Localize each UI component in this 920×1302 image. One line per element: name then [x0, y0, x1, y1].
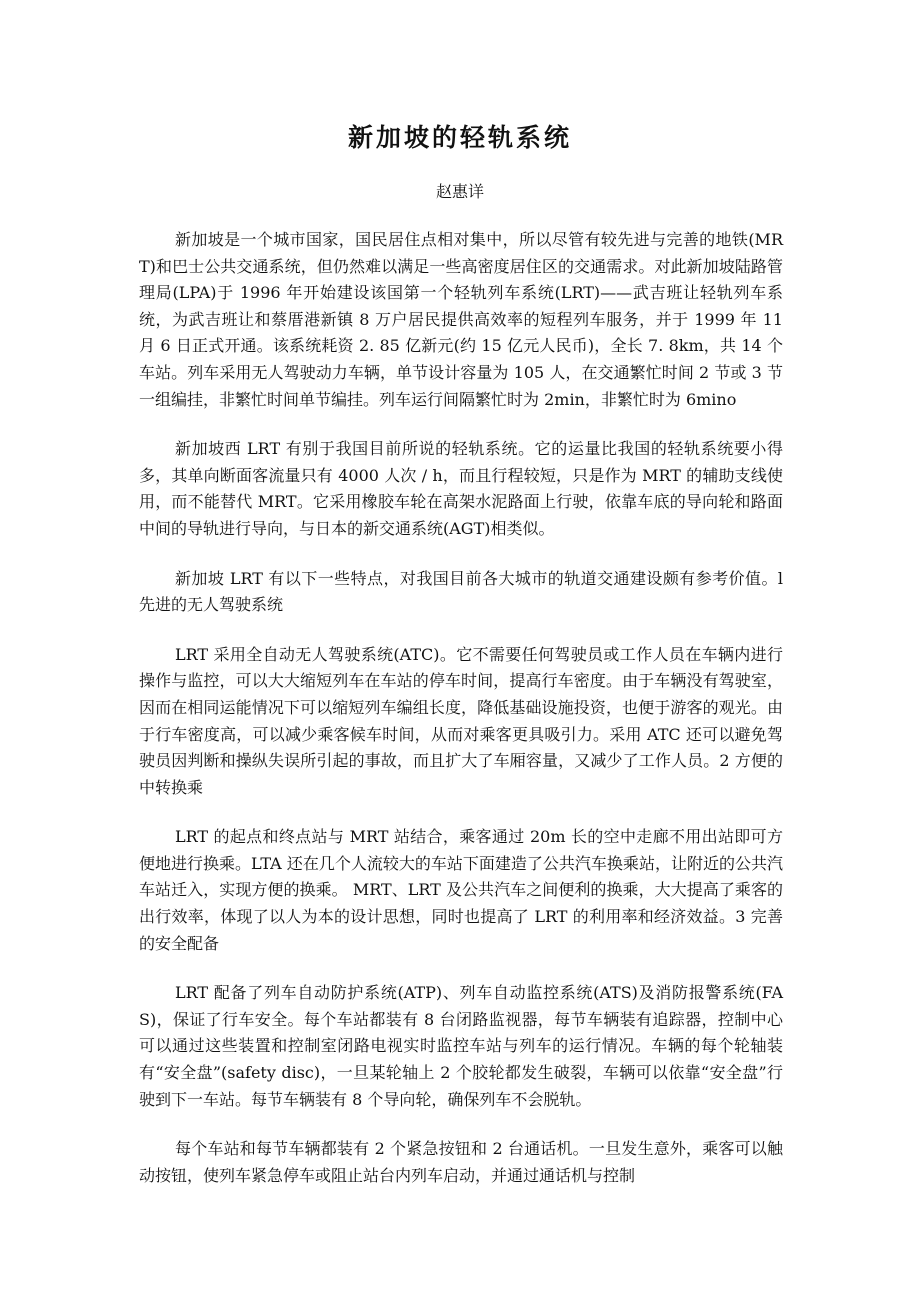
document-title: 新加坡的轻轨系统 — [347, 123, 572, 152]
paragraph-4: LRT 采用全自动无人驾驶系统(ATC)。它不需要任何驾驶员或工作人员在车辆内进行操作与监控，可以大大缩短列车在车站的停车时间，提高行车密度。由于车辆没有驾驶室，因而在相同运能情况下可以缩短列车编组长度，降低基础设施投资，也便于游客的观光。由于行车密度高，可以减少乘客候车时间，从而对乘客更具吸引力。采用 ATC 还可以避免驾驶员因判断和操纵失误所引起的事故，而且扩大了车厢容量，又减少了工作人员。2 方便的中转换乘 — [139, 644, 783, 797]
paragraph-6: LRT 配备了列车自动防护系统(ATP)、列车自动监控系统(ATS)及消防报警系统(FAS)，保证了行车安全。每个车站都装有 8 台闭路监视器，每节车辆装有追踪器，控制中心可以通过这些装置和控制室闭路电视实时监控车站与列车的运行情况。车辆的每个轮轴装有“安全盘”(safety disc)，一旦某轮轴上 2 个胶轮都发生破裂，车辆可以依靠“安全盘”行驶到下一车站。每节车辆装有 8 个导向轮，确保列车不会脱轨。 — [139, 983, 783, 1109]
document-author: 赵惠详 — [435, 182, 484, 201]
paragraph-2: 新加坡西 LRT 有别于我国目前所说的轻轨系统。它的运量比我国的轻轨系统要小得多，其单向断面客流量只有 4000 人次 / h，而且行程较短，只是作为 MRT 的辅助支线使用，而不能替代 MRT。它采用橡胶车轮在高架水泥路面上行驶，依靠车底的导向轮和路面中间的导轨进行导向，与日本的新交通系统(AGT)相类似。 — [139, 439, 783, 538]
paragraph-1: 新加坡是一个城市国家，国民居住点相对集中，所以尽管有较先进与完善的地铁(MRT)和巴士公共交通系统，但仍然难以满足一些高密度居住区的交通需求。对此新加坡陆路管理局(LPA)于 1996 年开始建设该国第一个轻轨列车系统(LRT)——武吉班让轻轨列车系统，为武吉班让和蔡厝港新镇 8 万户居民提供高效率的短程列车服务，并于 1999 年 11 月 6 日正式开通。该系统耗资 2. 85 亿新元(约 15 亿元人民币)，全长 7. 8km，共 14 个车站。列车采用无人驾驶动力车辆，单节设计容量为 105 人，在交通繁忙时间 2 节或 3 节一组编挂，非繁忙时间单节编挂。列车运行间隔繁忙时为 2min，非繁忙时为 6mino — [139, 230, 783, 409]
paragraph-5: LRT 的起点和终点站与 MRT 站结合，乘客通过 20m 长的空中走廊不用出站即可方便地进行换乘。LTA 还在几个人流较大的车站下面建造了公共汽车换乘站，让附近的公共汽车站迁入，实现方便的换乘。 MRT、LRT 及公共汽车之间便利的换乘，大大提高了乘客的出行效率，体现了以人为本的设计思想，同时也提高了 LRT 的利用率和经济效益。3 完善的安全配备 — [139, 827, 783, 953]
paragraph-7: 每个车站和每节车辆都装有 2 个紧急按钮和 2 台通话机。一旦发生意外，乘客可以触动按钮，使列车紧急停车或阻止站台内列车启动，并通过通话机与控制 — [139, 1139, 783, 1185]
document-body — [139, 227, 783, 1212]
paragraph-3: 新加坡 LRT 有以下一些特点，对我国目前各大城市的轨道交通建设颇有参考价值。l 先进的无人驾驶系统 — [139, 568, 783, 615]
